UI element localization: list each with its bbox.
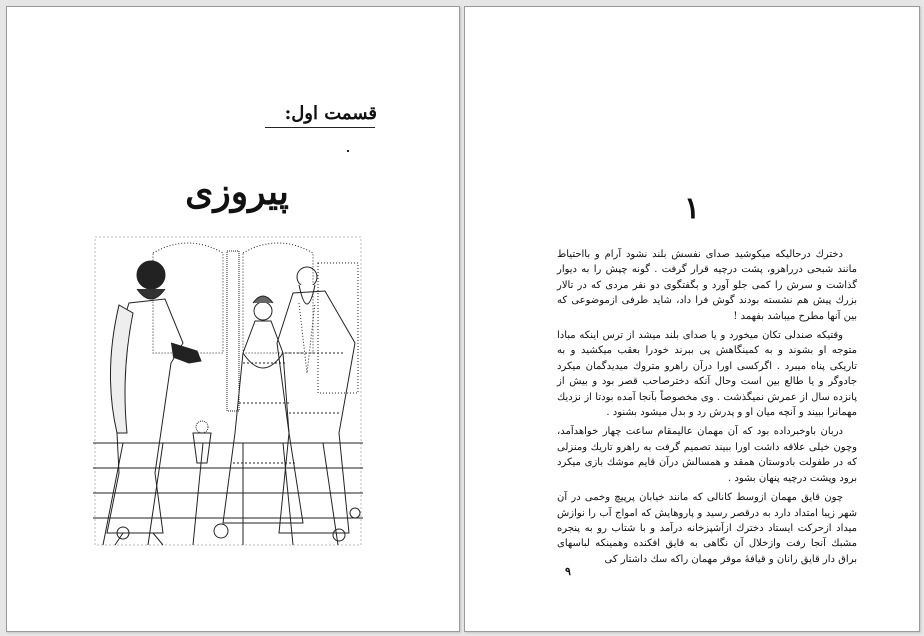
paragraph: وقتيكه صندلى تكان ميخورد و يا صداى بلند ميشد از ترس اينكه مبادا متوجه او بشوند و به كمينگاهش پى ببرند خودرا بعقب ميكشيد و به تاريكى پناه ميبرد . اگركسى اورا درآن راهرو متروك ميديدگمان ميكرد جادوگر و يا طالع بين است وحال آنكه دخترصاحب قصر بود و بيش از پانزده سال از عمرش نميگذشت . وى مخصوصاً بآنجا آمده بودتا از نزديك مهمانرا ببيند و آنچه ميان او و پدرش رد و بدل ميشود بشنود . xyxy=(557,330,857,419)
paragraph: دربان باوخبرداده بود كه آن مهمان عاليمقام ساعت چهار خواهدآمد، وچون خيلى علاقه داشت اورا ببيند تصميم گرفت به راهرو تاريك ومنزلى كه در طفولت بادوستان همقد و همسالش درآن قايم موشك بازى ميكرد برود وپشت درچيه پنهان بشود . xyxy=(557,426,857,484)
heading-underline xyxy=(265,127,375,128)
left-page xyxy=(6,6,460,632)
body-text xyxy=(557,247,857,571)
chapter-title: پیروزی xyxy=(185,171,289,213)
right-page xyxy=(464,6,920,632)
paragraph: چون قايق مهمان ازوسط كانالى كه مانند خيابان پرپيچ وخمى در آن شهر زيبا امتداد دارد به درقصر رسيد و پاروهايش كه امواج آب را نوازش ميداد ازحركت ايستاد دخترك ازآشپزخانه درآمد و با شتاب رو به پنجره مشبك آنجا رفت وازخلال آن نگاهى به قايق افكنده وهمينكه لباسهاى براق دار قايق رانان و قيافهٔ موقر مهمان راكه سك داشتار كى xyxy=(557,492,857,565)
chapter-number: ۱ xyxy=(683,191,701,226)
illustration-court-scene-icon xyxy=(93,233,363,549)
ink-dot xyxy=(347,150,349,152)
section-heading: قسمت اول: xyxy=(284,103,377,124)
paragraph: دخترك درحاليكه ميكوشيد صداى نفسش بلند نشود آرام و بااحتياط مانند شبحى درراهرو، پشت درچيه قرار گرفت . گونه چپش را به ديوار گذاشت و سرش را كمى جلو آورد و بگفتگوى دو نفر مردى كه در تالار بزرك پيش هم نشسته بودند گوش فرا داد، شايد طرفى ازموضوعى كه بين آنها مطرح ميباشد بفهمد ! xyxy=(557,249,857,322)
page-number: ۹ xyxy=(565,565,571,578)
